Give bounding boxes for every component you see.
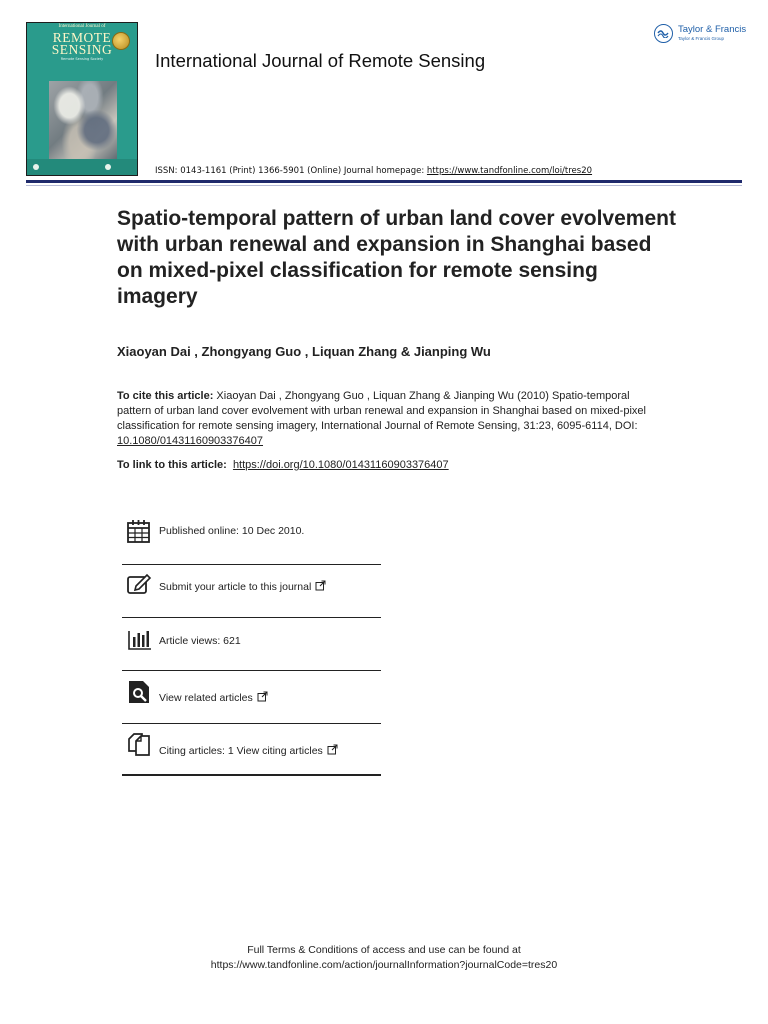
cover-seal-icon <box>112 32 130 50</box>
citing-articles-label: Citing articles: 1 View citing articles <box>159 745 323 757</box>
publisher-group: Taylor & Francis Group <box>678 36 725 41</box>
edit-icon <box>126 572 152 598</box>
cover-title-line2: SENSING <box>51 42 113 57</box>
submit-article-label: Submit your article to this journal <box>159 581 312 593</box>
journal-title: International Journal of Remote Sensing <box>155 50 486 71</box>
related-row[interactable] <box>122 671 381 724</box>
journal-homepage-link[interactable]: https://www.tandfonline.com/loi/tres20 <box>426 166 593 176</box>
citing-articles-link[interactable] <box>159 744 338 757</box>
journal-cover <box>26 22 138 176</box>
submit-article-link[interactable] <box>159 580 326 593</box>
article-title: Spatio-temporal pattern of urban land cover evolvement with urban renewal and expansion in Shanghai based on mixed-pixel classification for remote sensing imagery <box>117 207 676 308</box>
submit-row[interactable] <box>122 565 381 618</box>
cover-title-line1: REMOTE <box>52 30 112 45</box>
related-articles-label: View related articles <box>159 692 253 704</box>
cite-text: Xiaoyan Dai , Zhongyang Guo , Liquan Zhang & Jianping Wu (2010) Spatio-temporal pattern of urban land cover evolvement with urban renewal and expansion in Shanghai based on mixed-pixel classification for remote sensing imagery, International Journal of Remote Sensing, 31:23, 6095-6114, DOI: <box>117 390 646 432</box>
external-link-icon <box>315 580 326 591</box>
article-views: Article views: 621 <box>159 635 241 647</box>
article-doi-link[interactable]: https://doi.org/10.1080/01431160903376407 <box>232 459 449 471</box>
published-row <box>122 505 381 558</box>
citing-row[interactable] <box>122 724 381 777</box>
external-link-icon <box>257 691 268 702</box>
published-date: Published online: 10 Dec 2010. <box>159 525 305 537</box>
article-authors: Xiaoyan Dai , Zhongyang Guo , Liquan Zhang & Jianping Wu <box>117 344 491 359</box>
publisher-logo-icon <box>654 24 673 43</box>
citation-block <box>117 389 657 449</box>
terms-line: Full Terms & Conditions of access and use can be found at <box>247 944 521 956</box>
publisher-logo[interactable] <box>654 22 746 46</box>
cover-subtitle: Remote Sensing Society <box>60 57 104 61</box>
article-link-block <box>117 458 657 473</box>
header-divider-thin <box>26 185 742 186</box>
related-articles-link[interactable] <box>159 691 268 704</box>
info-divider-bottom <box>122 774 381 776</box>
external-link-icon <box>327 744 338 755</box>
cite-doi-link[interactable]: 10.1080/01431160903376407 <box>117 435 264 447</box>
cover-satellite-image <box>49 81 117 163</box>
cover-footer-band <box>27 159 137 175</box>
citing-articles-icon <box>126 731 152 757</box>
terms-footer <box>0 943 768 973</box>
terms-url[interactable]: https://www.tandfonline.com/action/journalInformation?journalCode=tres20 <box>210 959 558 971</box>
link-label: To link to this article: <box>117 459 230 471</box>
publisher-name: Taylor & Francis <box>678 24 747 35</box>
bar-chart-icon <box>126 625 152 651</box>
issn-text: ISSN: 0143-1161 (Print) 1366-5901 (Online) Journal homepage: <box>155 166 427 176</box>
views-row <box>122 618 381 671</box>
header-divider <box>26 180 742 183</box>
calendar-icon <box>126 519 152 545</box>
related-articles-icon <box>126 679 152 705</box>
issn-line <box>155 166 592 176</box>
cover-top-line: International Journal of <box>58 24 106 29</box>
cite-label: To cite this article: <box>117 390 214 402</box>
